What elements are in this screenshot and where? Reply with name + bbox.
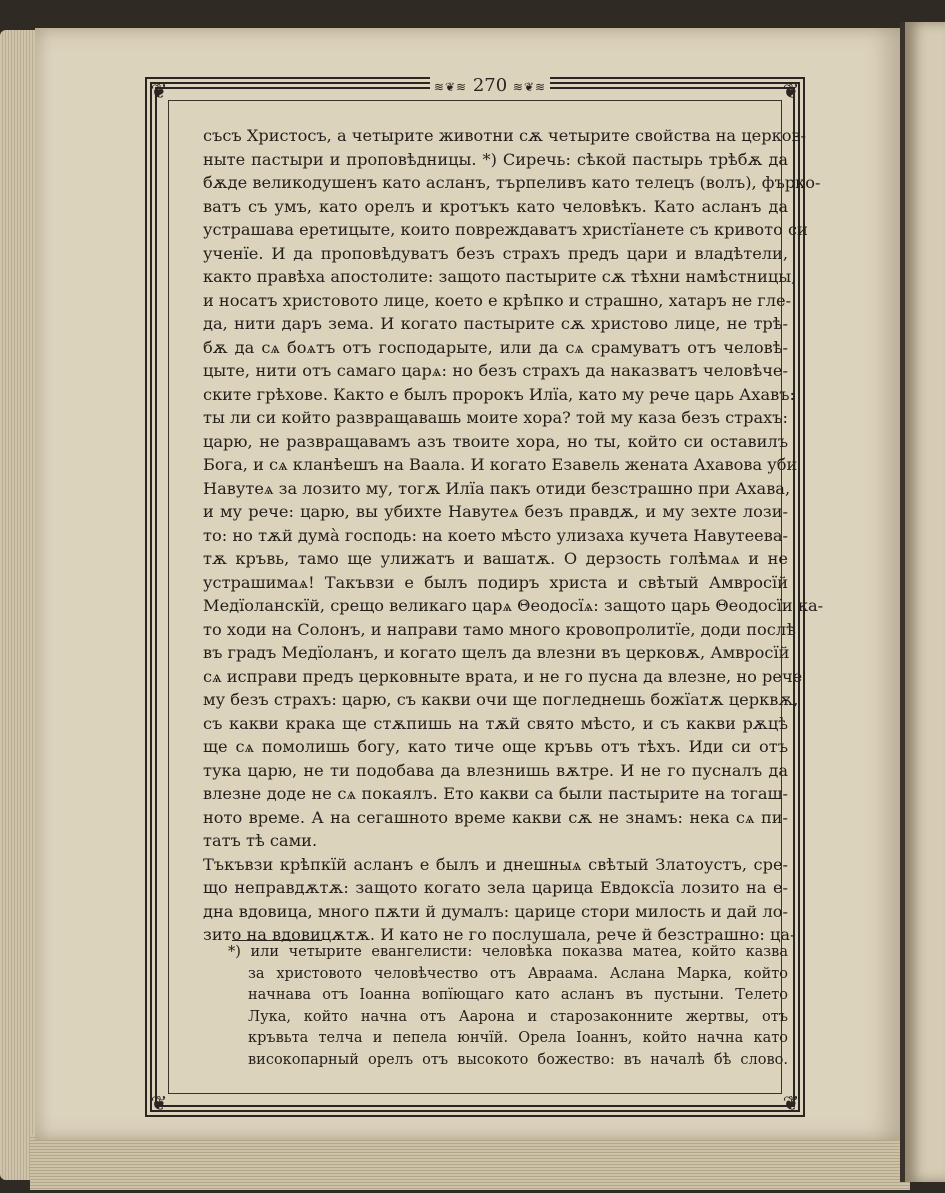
- text-line: татъ тѣ сами.: [203, 831, 318, 850]
- corner-ornament-icon: ❦: [782, 79, 800, 103]
- text-line: въ градъ Медїоланъ, и когато щелъ да влезни въ церковѫ, Амвросїй: [203, 643, 790, 662]
- page-edges-bottom: [30, 1135, 910, 1190]
- text-line: ныте пастыри и проповѣдницы. *) Сиречь: сѣкой пастырь трѣбѫ да: [203, 149, 788, 169]
- facing-page-edge: [905, 22, 945, 1182]
- text-line: ще сѧ помолишь богу, като тиче още кръвь отъ тѣхъ. Иди си отъ: [203, 737, 788, 756]
- text-line: то ходи на Солонъ, и направи тамо много кровопролитїе, доди послѣ: [203, 619, 796, 639]
- header-ornament-right-icon: ≋❦≋: [512, 80, 547, 94]
- text-line: Тъкъвзи крѣпкїй асланъ е былъ и днешныѧ свѣтый Златоустъ, сре-: [203, 854, 788, 874]
- text-line: Медїоланскїй, срещо великаго царѧ Θеодосїѧ: защото царь Θеодосїи ка-: [203, 596, 824, 615]
- text-line: и му рече: царю, вы убихте Навутеѧ безъ правдѫ, и му зехте лози-: [203, 502, 788, 521]
- text-line: му безъ страхъ: царю, съ какви очи ще погледнешь божїатѫ церквѫ,: [203, 690, 799, 709]
- corner-ornament-icon: ❦: [150, 79, 168, 103]
- text-line: царю, не развращавамъ азъ твоите хора, но ты, който си оставилъ: [203, 431, 788, 451]
- corner-ornament-icon: ❦: [150, 1091, 168, 1115]
- page-edges-left: [0, 30, 40, 1180]
- text-line: както правѣха апостолите: защото пастырите сѫ тѣхни намѣстницы,: [203, 267, 797, 286]
- text-line: ты ли си който развращавашь моите хора? той му каза безъ страхъ:: [203, 408, 788, 427]
- page-header: [430, 72, 550, 100]
- text-line: бѫде великодушенъ като асланъ, търпеливъ като телецъ (волъ), фърко-: [203, 173, 821, 192]
- text-line: то: но тѫй думà господь: на което мѣсто улизаха кучета Навутеева-: [203, 525, 788, 545]
- header-ornament-left-icon: ≋❦≋: [433, 80, 468, 94]
- text-line: ното време. А на сегашното време какви сѫ не знамъ: нека сѧ пи-: [203, 807, 788, 827]
- text-line: зито на вдовицѫтѫ. И като не го послушала, рече й безстрашно: ца-: [203, 925, 796, 944]
- text-line: Бога, и сѧ кланѣешъ на Ваала. И когато Езавель жената Ахавова уби: [203, 455, 798, 474]
- footnote-rule: [232, 940, 322, 941]
- text-line: и носатъ христовото лице, което е крѣпко и страшно, хатаръ не гле-: [203, 290, 792, 310]
- text-line: Навутеѧ за лозито му, тогѫ Илїа пакъ отиди безстрашно при Ахава,: [203, 478, 791, 498]
- main-text: [203, 124, 824, 947]
- text-line: ватъ съ умъ, като орелъ и кротъкъ като человѣкъ. Като асланъ да: [203, 196, 788, 216]
- text-line: влезне доде не сѧ покаялъ. Ето какви са были пастырите на тогаш-: [203, 784, 788, 803]
- text-line: да, нити даръ зема. И когато пастырите сѫ христово лице, не трѣ-: [203, 314, 788, 333]
- text-line: тука царю, не ти подобава да влезнишь вѫтре. И не го пусналъ да: [203, 760, 788, 780]
- text-line: ските грѣхове. Както е былъ пророкъ Илїа, като му рече царь Ахавъ:: [203, 384, 795, 404]
- text-line: съсъ Христосъ, а четырите животни сѫ четырите свойства на церков-: [203, 126, 807, 145]
- text-line: сѧ исправи предъ церковныте врата, и не го пусна да влезне, но рече: [203, 666, 803, 686]
- text-line: ученїе. И да проповѣдуватъ безъ страхъ предъ цари и владѣтели,: [203, 243, 788, 263]
- footnote-line: за христовото человѣчество отъ Авраама. Аслана Марка, който: [248, 965, 788, 982]
- footnote-line: начнава отъ Іоанна вопїющаго като асланъ въ пустыни. Телето: [248, 987, 788, 1003]
- text-line: устрашава еретицыте, които повреждаватъ христїанете съ кривото си: [203, 220, 808, 239]
- corner-ornament-icon: ❦: [782, 1091, 800, 1115]
- page-number: 270: [472, 75, 508, 96]
- text-line: тѫ кръвь, тамо ще улижатъ и вашатѫ. О дерзость голѣмаѧ и не: [203, 549, 788, 568]
- footnote-line: Лука, който начна отъ Аарона и старозаконните жертвы, отъ: [248, 1008, 788, 1025]
- footnote-line: *) или четырите евангелисти: человѣка показва матеа, който казва: [228, 944, 788, 960]
- footnote: [228, 942, 788, 1071]
- footnote-line: кръвьта телча и пепела юнчїй. Орела Іоаннъ, който начна като: [248, 1030, 788, 1046]
- text-line: що неправдѫтѫ: защото когато зела царица Евдоксїа лозито на е-: [203, 878, 788, 897]
- footnote-line: високопарный орелъ отъ высокото божество: въ началѣ бѣ слово.: [248, 1051, 788, 1068]
- text-line: устрашимаѧ! Такъвзи е былъ подиръ христа и свѣтый Амвросїй: [203, 572, 788, 592]
- text-line: дна вдовица, много пѫти й думалъ: царице стори милость и дай ло-: [203, 901, 788, 921]
- text-line: бѫ да сѧ боѧтъ отъ господарыте, или да сѧ срамуватъ отъ человѣ-: [203, 337, 788, 357]
- text-line: цыте, нити отъ самаго царѧ: но безъ страхъ да наказватъ человѣче-: [203, 361, 788, 380]
- text-line: съ какви крака ще стѫпишь на тѫй свято мѣсто, и съ какви рѫцѣ: [203, 713, 788, 733]
